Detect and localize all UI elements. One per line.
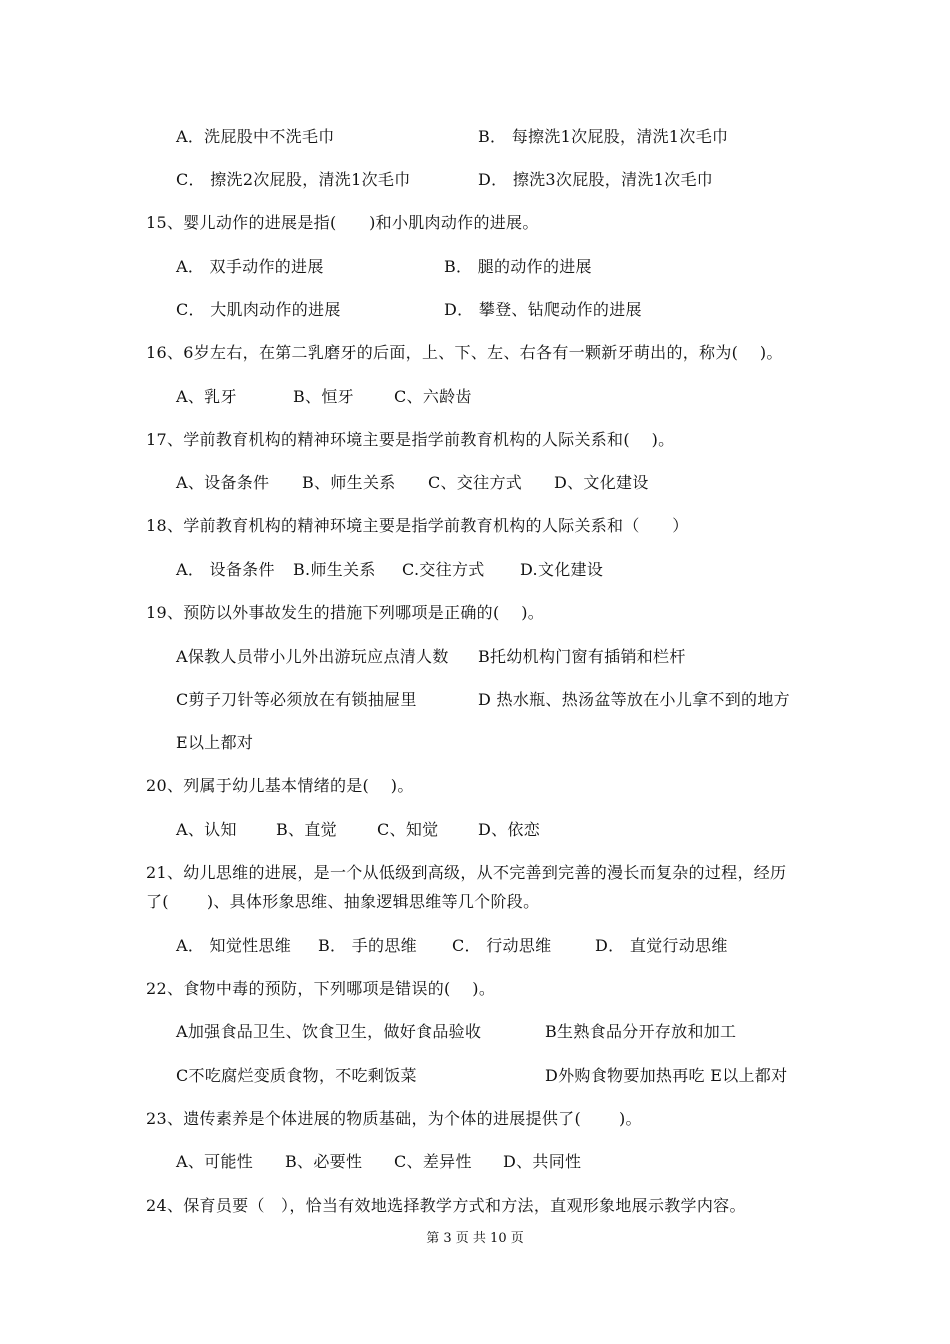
q19-stem: 19、预防以外事故发生的措施下列哪项是正确的( )。: [146, 603, 545, 622]
q23-option-a: A、可能性: [176, 1152, 254, 1171]
q18-option-d: D.文化建设: [520, 560, 604, 579]
q15-option-a: A． 双手动作的进展: [176, 257, 324, 276]
q16-option-b: B、恒牙: [293, 387, 354, 406]
q14-option-c: C． 擦洗2次屁股，清洗1次毛巾: [176, 170, 411, 189]
q16-option-a: A、乳牙: [176, 387, 237, 406]
q21-option-b: B． 手的思维: [318, 936, 417, 955]
q22-option-b: B生熟食品分开存放和加工: [545, 1022, 737, 1041]
q21-stem-line1: 21、幼儿思维的进展，是一个从低级到高级，从不完善到完善的漫长而复杂的过程，经历: [146, 863, 787, 882]
q15-stem: 15、婴儿动作的进展是指( )和小肌肉动作的进展。: [146, 213, 539, 232]
q18-option-b: B.师生关系: [293, 560, 376, 579]
q14-option-a: A．洗屁股中不洗毛巾: [176, 127, 335, 146]
q19-option-e: E以上都对: [176, 733, 254, 752]
q23-option-b: B、必要性: [285, 1152, 363, 1171]
q19-option-a: A保教人员带小儿外出游玩应点清人数: [176, 647, 449, 666]
q17-option-d: D、文化建设: [554, 473, 649, 492]
q20-option-a: A、认知: [176, 820, 237, 839]
q15-option-d: D． 攀登、钻爬动作的进展: [444, 300, 642, 319]
q23-option-d: D、共同性: [503, 1152, 582, 1171]
q20-option-d: D、依恋: [478, 820, 541, 839]
q18-option-a: A． 设备条件: [176, 560, 275, 579]
q21-stem-line2: 了( )、具体形象思维、抽象逻辑思维等几个阶段。: [146, 892, 540, 911]
q21-option-a: A． 知觉性思维: [176, 936, 292, 955]
q22-option-a: A加强食品卫生、饮食卫生，做好食品验收: [176, 1022, 482, 1041]
q20-stem: 20、列属于幼儿基本情绪的是( )。: [146, 776, 414, 795]
q14-option-b: B． 每擦洗1次屁股，清洗1次毛巾: [478, 127, 729, 146]
q16-option-c: C、六龄齿: [394, 387, 472, 406]
q19-option-d: D 热水瓶、热汤盆等放在小儿拿不到的地方: [478, 690, 790, 709]
q18-option-c: C.交往方式: [402, 560, 485, 579]
q21-option-c: C． 行动思维: [452, 936, 552, 955]
q19-option-c: C剪子刀针等必须放在有锁抽屉里: [176, 690, 417, 709]
q20-option-c: C、知觉: [377, 820, 439, 839]
q22-option-de: D外购食物要加热再吃 E以上都对: [545, 1066, 788, 1085]
q22-stem: 22、食物中毒的预防，下列哪项是错误的( )。: [146, 979, 496, 998]
q16-stem: 16、6岁左右，在第二乳磨牙的后面，上、下、左、右各有一颗新牙萌出的，称为( )。: [146, 343, 783, 362]
q17-option-b: B、师生关系: [302, 473, 396, 492]
q17-option-a: A、设备条件: [176, 473, 270, 492]
q23-option-c: C、差异性: [394, 1152, 472, 1171]
q20-option-b: B、直觉: [276, 820, 337, 839]
q15-option-c: C． 大肌肉动作的进展: [176, 300, 341, 319]
q18-stem: 18、学前教育机构的精神环境主要是指学前教育机构的人际关系和（ ）: [146, 516, 689, 535]
q17-stem: 17、学前教育机构的精神环境主要是指学前教育机构的人际关系和( )。: [146, 430, 675, 449]
q24-stem: 24、保育员要（ ），恰当有效地选择教学方式和方法，直观形象地展示教学内容。: [146, 1196, 746, 1215]
q14-option-d: D． 擦洗3次屁股，清洗1次毛巾: [478, 170, 714, 189]
q19-option-b: B托幼机构门窗有插销和栏杆: [478, 647, 686, 666]
q22-option-c: C不吃腐烂变质食物，不吃剩饭菜: [176, 1066, 417, 1085]
q15-option-b: B． 腿的动作的进展: [444, 257, 592, 276]
q17-option-c: C、交往方式: [428, 473, 523, 492]
q23-stem: 23、遗传素养是个体进展的物质基础，为个体的进展提供了( )。: [146, 1109, 642, 1128]
q21-option-d: D． 直觉行动思维: [595, 936, 728, 955]
page-number: 第 3 页 共 10 页: [426, 1231, 524, 1246]
